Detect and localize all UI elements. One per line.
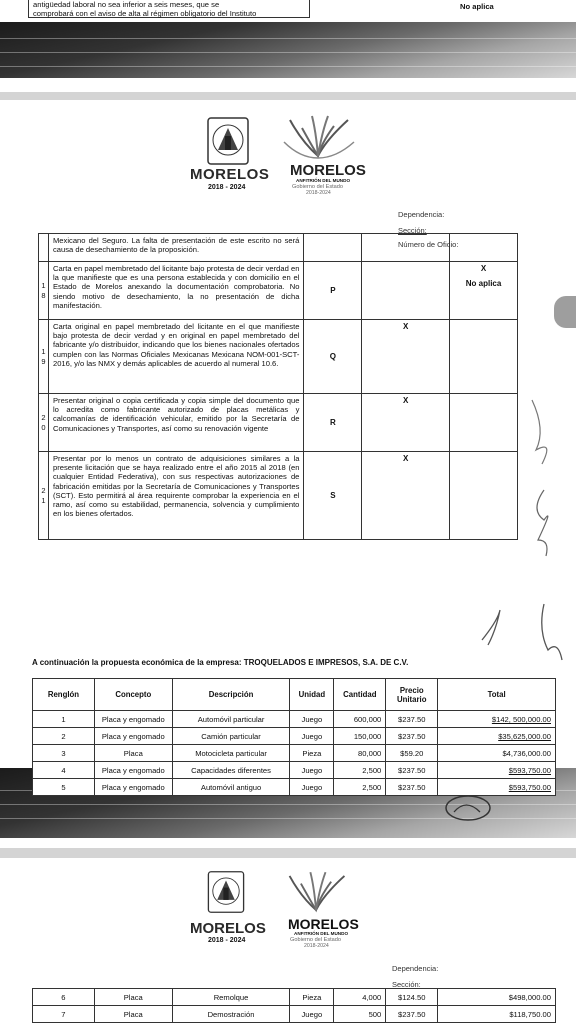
requirement-text: Carta en papel membretado del licitante bajo protesta de decir verdad en la que manifieste que es una persona establecida y con domicilio en el Estado de Morelos anexando la documentación comprobatoria. No siendo motivo de desechamiento, la no presentación de dicha manifestación.: [48, 262, 303, 320]
requirement-letter: R: [304, 394, 362, 452]
cell-cantidad: 150,000: [334, 728, 386, 745]
cell-unidad: Juego: [290, 728, 334, 745]
header-row: [33, 679, 556, 711]
col-renglon: Renglón: [33, 679, 95, 711]
right-logo-gov: Gobierno del Estado: [290, 937, 341, 943]
requirement-letter: Q: [304, 320, 362, 394]
dependencia-label: Dependencia:: [398, 210, 445, 219]
seccion-label: Sección:: [398, 226, 427, 235]
state-seal-logo: [206, 116, 250, 171]
requirement-row: [39, 452, 518, 540]
mark-cell-a: X: [362, 452, 450, 540]
cell-unidad: Juego: [290, 1006, 334, 1023]
requirement-letter: S: [304, 452, 362, 540]
page-1: [0, 0, 576, 92]
oficio-label: Número de Oficio:: [398, 240, 459, 249]
row-text-1: antigüedad laboral no sea inferior a seis meses, que se: [33, 0, 220, 9]
requirement-letter: P: [304, 262, 362, 320]
right-logo-tagline: ANFITRIÓN DEL MUNDO: [296, 178, 351, 183]
cell-cantidad: 500: [334, 1006, 386, 1023]
requirement-text: Presentar original o copia certificada y copia simple del documento que lo acredita como fabricante autorizado de placas metálicas y calcomanías de identificación vehicular, emitido por la Secretaría de Comunicaciones y Transportes, así como su renovación vigente: [48, 394, 303, 452]
cell-precio: $237.50: [386, 711, 438, 728]
mark-cell-b: [450, 452, 518, 540]
morelos-flower-logo: [282, 112, 356, 169]
requirement-row: [39, 262, 518, 320]
cell-total: $35,625,000.00: [438, 728, 556, 745]
left-logo-years: 2018 - 2024: [208, 937, 246, 944]
mark-cell-a: [362, 262, 450, 320]
cell-concepto: Placa y engomado: [94, 762, 172, 779]
requirement-cell-tail: [28, 0, 310, 18]
page-3: [0, 858, 576, 1024]
page-footer-band: [0, 22, 576, 78]
cell-concepto: Placa: [94, 1006, 172, 1023]
initials-signature: [440, 790, 500, 830]
cell-total: $4,736,000.00: [438, 745, 556, 762]
left-logo-years: 2018 - 2024: [208, 184, 246, 191]
table-row: [33, 989, 556, 1006]
cell-unidad: Juego: [290, 762, 334, 779]
requirement-row: [39, 234, 518, 262]
col-unidad: Unidad: [290, 679, 334, 711]
seccion-label: Sección:: [392, 980, 421, 989]
cell-descripcion: Motocicleta particular: [172, 745, 290, 762]
mark-cell-b: [450, 394, 518, 452]
requirement-row: [39, 320, 518, 394]
row-number: 2 1: [39, 452, 49, 540]
requirement-text: Presentar por lo menos un contrato de adquisiciones similares a la presente licitación que se haya realizado entre el año 2015 al 2018 (en cualquier Entidad Federativa), con sus respectivas autorizaciones de fabricación emitidas por la Secretaría de Comunicaciones y Transportes (SCT). Esto permitirá al área requirente comprobar la experiencia en el ramo, así como su estabilidad, permanencia, solvencia y cumplimiento en los bienes ofertados.: [48, 452, 303, 540]
requirements-table: [38, 233, 518, 540]
right-logo-gov: Gobierno del Estado: [292, 184, 343, 190]
state-seal-logo: [206, 870, 246, 919]
left-logo-name: MORELOS: [190, 166, 270, 183]
requirement-letter: [304, 234, 362, 262]
cell-renglon: 3: [33, 745, 95, 762]
row-number: [39, 234, 49, 262]
no-aplica-label: No aplica: [460, 2, 494, 11]
cell-concepto: Placa y engomado: [94, 728, 172, 745]
proposal-table: [32, 678, 556, 796]
col-descripcion: Descripción: [172, 679, 290, 711]
cell-cantidad: 600,000: [334, 711, 386, 728]
right-logo-tagline: ANFITRIÓN DEL MUNDO: [294, 931, 349, 936]
cell-total: $593,750.00: [438, 779, 556, 796]
proposal-heading: A continuación la propuesta económica de la empresa: TROQUELADOS E IMPRESOS, S.A. DE C.V.: [32, 658, 409, 667]
right-logo-years: 2018-2024: [306, 190, 331, 196]
cell-precio: $237.50: [386, 1006, 438, 1023]
right-logo-name: MORELOS: [288, 916, 359, 932]
table-row: [33, 745, 556, 762]
dependencia-label: Dependencia:: [392, 964, 439, 973]
cell-renglon: 2: [33, 728, 95, 745]
morelos-flower-logo: [282, 868, 352, 923]
table-row: [33, 762, 556, 779]
cell-descripcion: Demostración: [172, 1006, 290, 1023]
mark-cell-b: [450, 262, 518, 320]
requirement-row: [39, 394, 518, 452]
page-2: [0, 100, 576, 848]
cell-total: $118,750.00: [438, 1006, 556, 1023]
table-row: [33, 711, 556, 728]
cell-renglon: 1: [33, 711, 95, 728]
cell-descripcion: Capacidades diferentes: [172, 762, 290, 779]
left-logo-name: MORELOS: [190, 920, 266, 937]
cell-descripcion: Camión particular: [172, 728, 290, 745]
row-number: 1 8: [39, 262, 49, 320]
cell-cantidad: 4,000: [334, 989, 386, 1006]
cell-concepto: Placa: [94, 745, 172, 762]
mark-cell-a: X: [362, 320, 450, 394]
mark-cell-b: [450, 320, 518, 394]
cell-cantidad: 2,500: [334, 762, 386, 779]
col-concepto: Concepto: [94, 679, 172, 711]
cell-descripcion: Automóvil particular: [172, 711, 290, 728]
row-text-2: comprobará con el aviso de alta al régimen obligatorio del Instituto: [33, 9, 257, 18]
cell-cantidad: 2,500: [334, 779, 386, 796]
cell-unidad: Juego: [290, 779, 334, 796]
row-number: 1 9: [39, 320, 49, 394]
cell-total: $498,000.00: [438, 989, 556, 1006]
cell-total: $142, 500,000.00: [438, 711, 556, 728]
cell-precio: $59.20: [386, 745, 438, 762]
col-cantidad: Cantidad: [334, 679, 386, 711]
right-logo-name: MORELOS: [290, 162, 366, 179]
cell-precio: $237.50: [386, 779, 438, 796]
cell-cantidad: 80,000: [334, 745, 386, 762]
cell-unidad: Pieza: [290, 989, 334, 1006]
cell-unidad: Juego: [290, 711, 334, 728]
requirement-text: Carta original en papel membretado del licitante en el que manifieste bajo protesta de decir verdad y en original en papel membretado del fabricante y/o distribuidor, indicando que los bienes nacionales ofertados cumplen con las Normas Oficiales Mexicanas Mexicana NOM-001-SCT-2016, y/o las NMX y demás aplicables de acuerdo al numeral 10.6.: [48, 320, 303, 394]
cell-unidad: Pieza: [290, 745, 334, 762]
scroll-tab[interactable]: [554, 296, 576, 328]
cell-renglon: 5: [33, 779, 95, 796]
cell-renglon: 7: [33, 1006, 95, 1023]
mark-x: X: [480, 264, 487, 273]
cell-renglon: 6: [33, 989, 95, 1006]
right-logo-years: 2018-2024: [304, 943, 329, 949]
cell-concepto: Placa y engomado: [94, 779, 172, 796]
cell-renglon: 4: [33, 762, 95, 779]
col-precio: Precio Unitario: [386, 679, 438, 711]
table-row: [33, 728, 556, 745]
cell-concepto: Placa: [94, 989, 172, 1006]
cell-descripcion: Automóvil antiguo: [172, 779, 290, 796]
cell-precio: $124.50: [386, 989, 438, 1006]
table-row: [33, 1006, 556, 1023]
cell-descripcion: Remolque: [172, 989, 290, 1006]
cell-total: $593,750.00: [438, 762, 556, 779]
requirement-text: Mexicano del Seguro. La falta de presentación de este escrito no será causa de desechamiento de la proposición.: [48, 234, 303, 262]
cell-precio: $237.50: [386, 762, 438, 779]
mark-cell-a: [362, 234, 450, 262]
mark-cell-a: X: [362, 394, 450, 452]
mark-cell-b: [450, 234, 518, 262]
cell-precio: $237.50: [386, 728, 438, 745]
cell-concepto: Placa y engomado: [94, 711, 172, 728]
col-total: Total: [438, 679, 556, 711]
row-number: 2 0: [39, 394, 49, 452]
margin-signature: [524, 390, 564, 560]
no-aplica-text: No aplica: [465, 279, 502, 289]
proposal-table-continued: [32, 988, 556, 1023]
